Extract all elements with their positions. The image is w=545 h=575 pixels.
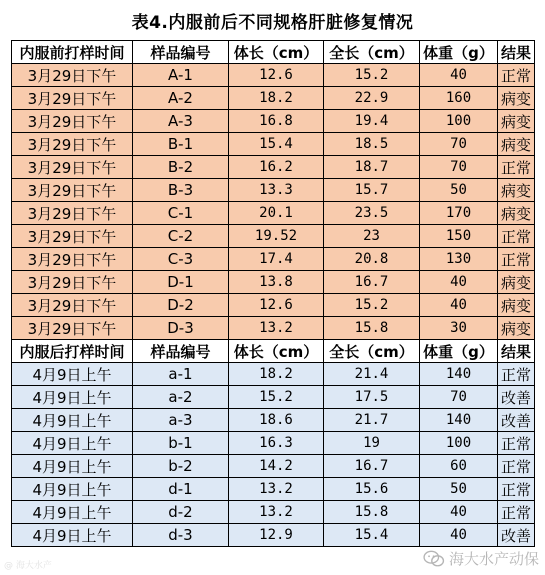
cell-total-length: 21.4 [324,363,420,386]
cell-total-length: 20.8 [324,248,420,271]
cell-result: 正常 [498,248,535,271]
cell-result: 改善 [498,524,535,547]
table-row [12,524,535,547]
cell-body-length: 20.1 [229,202,324,225]
cell-sample-id: C-3 [133,248,229,271]
watermark-text: 海大水产动保 [448,550,539,568]
cell-sample-id: a-3 [133,409,229,432]
cell-weight: 130 [420,248,498,271]
cell-time: 4月9日上午 [12,455,133,478]
cell-sample-id: A-2 [133,87,229,110]
cell-total-length: 15.4 [324,524,420,547]
cell-sample-id: d-2 [133,501,229,524]
header-cell-body-length: 体长（cm） [229,340,324,363]
cell-total-length: 19.4 [324,110,420,133]
cell-weight: 150 [420,225,498,248]
cell-weight: 60 [420,455,498,478]
cell-total-length: 15.8 [324,317,420,340]
cell-result: 病变 [498,110,535,133]
cell-weight: 40 [420,64,498,87]
cell-total-length: 22.9 [324,87,420,110]
cell-time: 3月29日下午 [12,317,133,340]
cell-result: 改善 [498,386,535,409]
cell-body-length: 18.2 [229,363,324,386]
header-cell-weight: 体重（g） [420,340,498,363]
cell-time: 4月9日上午 [12,363,133,386]
cell-total-length: 23.5 [324,202,420,225]
cell-body-length: 19.52 [229,225,324,248]
cell-time: 4月9日上午 [12,501,133,524]
cell-body-length: 13.2 [229,501,324,524]
header-cell-sample-id: 样品编号 [133,41,229,64]
cell-body-length: 18.6 [229,409,324,432]
table-row [12,225,535,248]
cell-time: 3月29日下午 [12,271,133,294]
cell-result: 病变 [498,317,535,340]
cell-weight: 40 [420,524,498,547]
cell-body-length: 12.6 [229,294,324,317]
cell-body-length: 12.6 [229,64,324,87]
cell-weight: 140 [420,409,498,432]
cell-total-length: 17.5 [324,386,420,409]
cell-time: 4月9日上午 [12,478,133,501]
header-cell-total-length: 全长（cm） [324,41,420,64]
cell-time: 4月9日上午 [12,386,133,409]
table-row [12,87,535,110]
cell-result: 正常 [498,156,535,179]
cell-weight: 160 [420,87,498,110]
cell-time: 4月9日上午 [12,432,133,455]
cell-weight: 170 [420,202,498,225]
cell-time: 3月29日下午 [12,248,133,271]
table-row [12,455,535,478]
cell-body-length: 16.3 [229,432,324,455]
header-row-pre [12,41,535,64]
header-row-post [12,340,535,363]
cell-result: 正常 [498,455,535,478]
cell-sample-id: B-2 [133,156,229,179]
cell-body-length: 12.9 [229,524,324,547]
cell-result: 正常 [498,64,535,87]
cell-body-length: 16.2 [229,156,324,179]
cell-sample-id: D-3 [133,317,229,340]
table-row [12,248,535,271]
cell-weight: 70 [420,386,498,409]
cell-weight: 100 [420,432,498,455]
table-title: 表4.内服前后不同规格肝脏修复情况 [131,13,414,33]
table-row [12,386,535,409]
cell-weight: 40 [420,271,498,294]
cell-weight: 70 [420,133,498,156]
cell-weight: 140 [420,363,498,386]
cell-sample-id: B-3 [133,179,229,202]
cell-time: 3月29日下午 [12,110,133,133]
cell-weight: 100 [420,110,498,133]
cell-body-length: 15.4 [229,133,324,156]
cell-result: 病变 [498,87,535,110]
cell-sample-id: b-1 [133,432,229,455]
header-cell-weight: 体重（g） [420,41,498,64]
cell-result: 病变 [498,202,535,225]
cell-body-length: 18.2 [229,87,324,110]
table-body [12,41,535,547]
cell-time: 3月29日下午 [12,87,133,110]
header-cell-result: 结果 [498,41,535,64]
table-row [12,271,535,294]
cell-time: 3月29日下午 [12,64,133,87]
cell-body-length: 17.4 [229,248,324,271]
cell-weight: 40 [420,294,498,317]
table-row [12,409,535,432]
cell-weight: 50 [420,179,498,202]
cell-result: 正常 [498,432,535,455]
cell-time: 3月29日下午 [12,225,133,248]
cell-time: 3月29日下午 [12,202,133,225]
table-row [12,64,535,87]
table-row [12,294,535,317]
cell-result: 病变 [498,294,535,317]
table-row [12,156,535,179]
cell-sample-id: A-1 [133,64,229,87]
watermark [423,548,539,569]
cell-result: 正常 [498,478,535,501]
table-row [12,179,535,202]
table-row [12,501,535,524]
cell-sample-id: A-3 [133,110,229,133]
cell-time: 3月29日下午 [12,294,133,317]
cell-body-length: 15.2 [229,386,324,409]
cell-result: 正常 [498,501,535,524]
cell-sample-id: d-3 [133,524,229,547]
header-cell-time: 内服前打样时间 [12,41,133,64]
cell-total-length: 21.7 [324,409,420,432]
cell-weight: 40 [420,501,498,524]
cell-time: 3月29日下午 [12,133,133,156]
table-row [12,432,535,455]
cell-sample-id: b-2 [133,455,229,478]
cell-result: 病变 [498,271,535,294]
cell-sample-id: B-1 [133,133,229,156]
cell-result: 病变 [498,133,535,156]
cell-total-length: 15.2 [324,64,420,87]
cell-total-length: 19 [324,432,420,455]
cell-time: 3月29日下午 [12,156,133,179]
cell-result: 正常 [498,363,535,386]
table-row [12,133,535,156]
table-row [12,317,535,340]
cell-total-length: 15.6 [324,478,420,501]
cell-total-length: 15.2 [324,294,420,317]
header-cell-body-length: 体长（cm） [229,41,324,64]
cell-total-length: 15.8 [324,501,420,524]
header-cell-time: 内服后打样时间 [12,340,133,363]
table-row [12,478,535,501]
cell-body-length: 16.8 [229,110,324,133]
cell-body-length: 13.2 [229,478,324,501]
cell-weight: 70 [420,156,498,179]
cell-result: 病变 [498,179,535,202]
wechat-icon [423,550,445,568]
liver-repair-table [11,40,535,547]
cell-sample-id: D-2 [133,294,229,317]
cell-body-length: 14.2 [229,455,324,478]
table-row [12,202,535,225]
cell-result: 正常 [498,225,535,248]
cell-total-length: 18.7 [324,156,420,179]
table-row [12,363,535,386]
cell-body-length: 13.8 [229,271,324,294]
table-row [12,110,535,133]
cell-total-length: 15.7 [324,179,420,202]
cell-total-length: 16.7 [324,455,420,478]
cell-sample-id: a-2 [133,386,229,409]
cell-time: 4月9日上午 [12,409,133,432]
header-cell-sample-id: 样品编号 [133,340,229,363]
header-cell-result: 结果 [498,340,535,363]
cell-result: 改善 [498,409,535,432]
watermark-left: @ 海大水产 [4,561,52,571]
cell-time: 4月9日上午 [12,524,133,547]
cell-total-length: 18.5 [324,133,420,156]
cell-sample-id: C-1 [133,202,229,225]
cell-sample-id: D-1 [133,271,229,294]
cell-time: 3月29日下午 [12,179,133,202]
cell-sample-id: a-1 [133,363,229,386]
cell-sample-id: C-2 [133,225,229,248]
cell-total-length: 16.7 [324,271,420,294]
cell-weight: 30 [420,317,498,340]
cell-body-length: 13.2 [229,317,324,340]
cell-weight: 50 [420,478,498,501]
cell-total-length: 23 [324,225,420,248]
cell-sample-id: d-1 [133,478,229,501]
cell-body-length: 13.3 [229,179,324,202]
header-cell-total-length: 全长（cm） [324,340,420,363]
